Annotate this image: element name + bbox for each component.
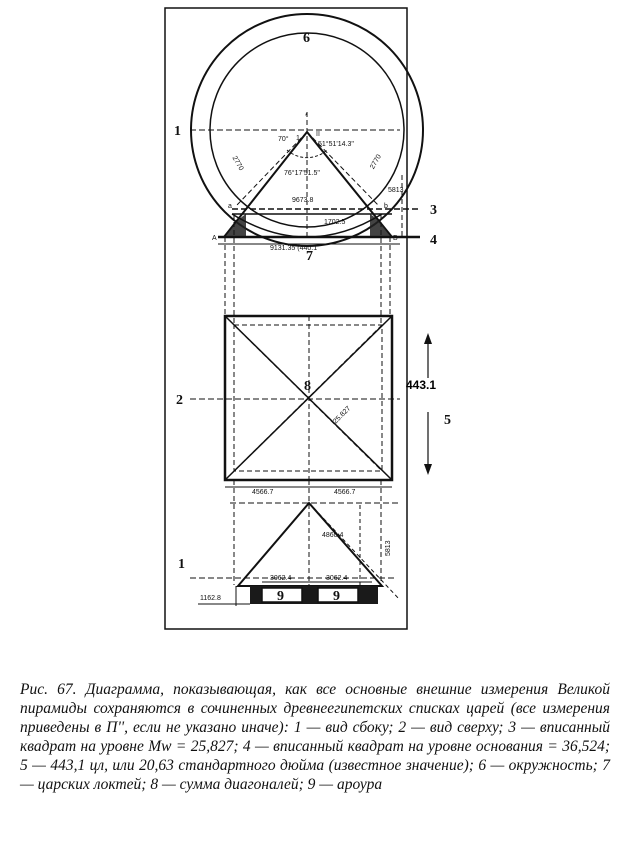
measure-angle-center: 76°17'51.5" xyxy=(284,170,320,177)
label-royal-cubits: 7 xyxy=(306,249,313,264)
point-B: B xyxy=(393,235,398,242)
measure-aroura-left: 3062.4 xyxy=(270,575,292,582)
measure-mw-dim: 9673.8 xyxy=(292,197,314,204)
point-b: b xyxy=(384,203,388,210)
measure-base-side: 1162.8 xyxy=(200,595,221,602)
point-apex: * xyxy=(305,113,308,120)
label-aroura-left: 9 xyxy=(277,589,284,604)
label-top-view: 2 xyxy=(176,393,183,408)
measure-base-left-half: 4566.7 xyxy=(252,489,274,496)
measure-right-small: 5813 xyxy=(388,187,404,194)
point-A: A xyxy=(212,235,217,242)
label-arrow-value: 5 xyxy=(444,413,451,428)
arrow-5-up-head xyxy=(424,333,432,344)
measure-height-small: 4860.4 xyxy=(322,532,344,539)
figure-border xyxy=(165,8,407,629)
label-circumference: 6 xyxy=(303,31,310,46)
corner-hatch-right xyxy=(370,214,390,236)
measure-left-arc: 2770 xyxy=(230,155,245,173)
label-mw-square: 3 xyxy=(430,203,437,218)
measure-base-right-half: 4566.7 xyxy=(334,489,356,496)
apex-dash-left xyxy=(237,132,307,205)
arrow-5-down-head xyxy=(424,464,432,475)
measure-base-dim: 9131.35 (440.1 xyxy=(270,245,318,252)
corner-hatch-left xyxy=(226,214,246,236)
side-triangle xyxy=(224,132,392,237)
measure-angle-right: 51°51'14.3" xyxy=(318,141,354,148)
caption-text: Рис. 67. Диаграмма, показывающая, как все основные внешние измерения Великой пирамиды сохраняются в сочиненных древнеегипетских списках царей (все измерения приведены в П'', если не указано иначе): 1 — вид сбоку; 2 — вид сверху; 3 — вписанный квадрат на уровне Mw = 25,827; 4 — вписанный квадрат на уровне основания = 36,524; 5 — 443,1 цл, или 20,63 стандартного дюйма (известное значение); 6 — окружность; 7 — царских локтей; 8 — сумма диагоналей; 9 — ароура xyxy=(20,681,610,793)
label-diagonals: 8 xyxy=(304,379,311,394)
measure-right-arc: 2770 xyxy=(369,153,383,171)
point-a: a xyxy=(228,203,232,210)
measure-diag-value: 25.827 xyxy=(332,405,353,426)
label-side-view-top: 1 xyxy=(174,124,181,139)
point-II: II xyxy=(316,131,320,138)
figure-caption xyxy=(20,680,610,794)
point-i: 1 xyxy=(296,135,300,142)
value-443: 443.1 xyxy=(406,378,437,392)
measure-aroura-right: 3062.4 xyxy=(326,575,348,582)
measure-height-total: 5813 xyxy=(385,540,392,556)
measure-angle-left: 70° xyxy=(278,136,289,143)
label-side-view-bottom: 1 xyxy=(178,557,185,572)
label-base-square: 4 xyxy=(430,233,437,248)
measure-small-dim: 1702.5 xyxy=(324,219,346,226)
label-aroura-right: 9 xyxy=(333,589,340,604)
